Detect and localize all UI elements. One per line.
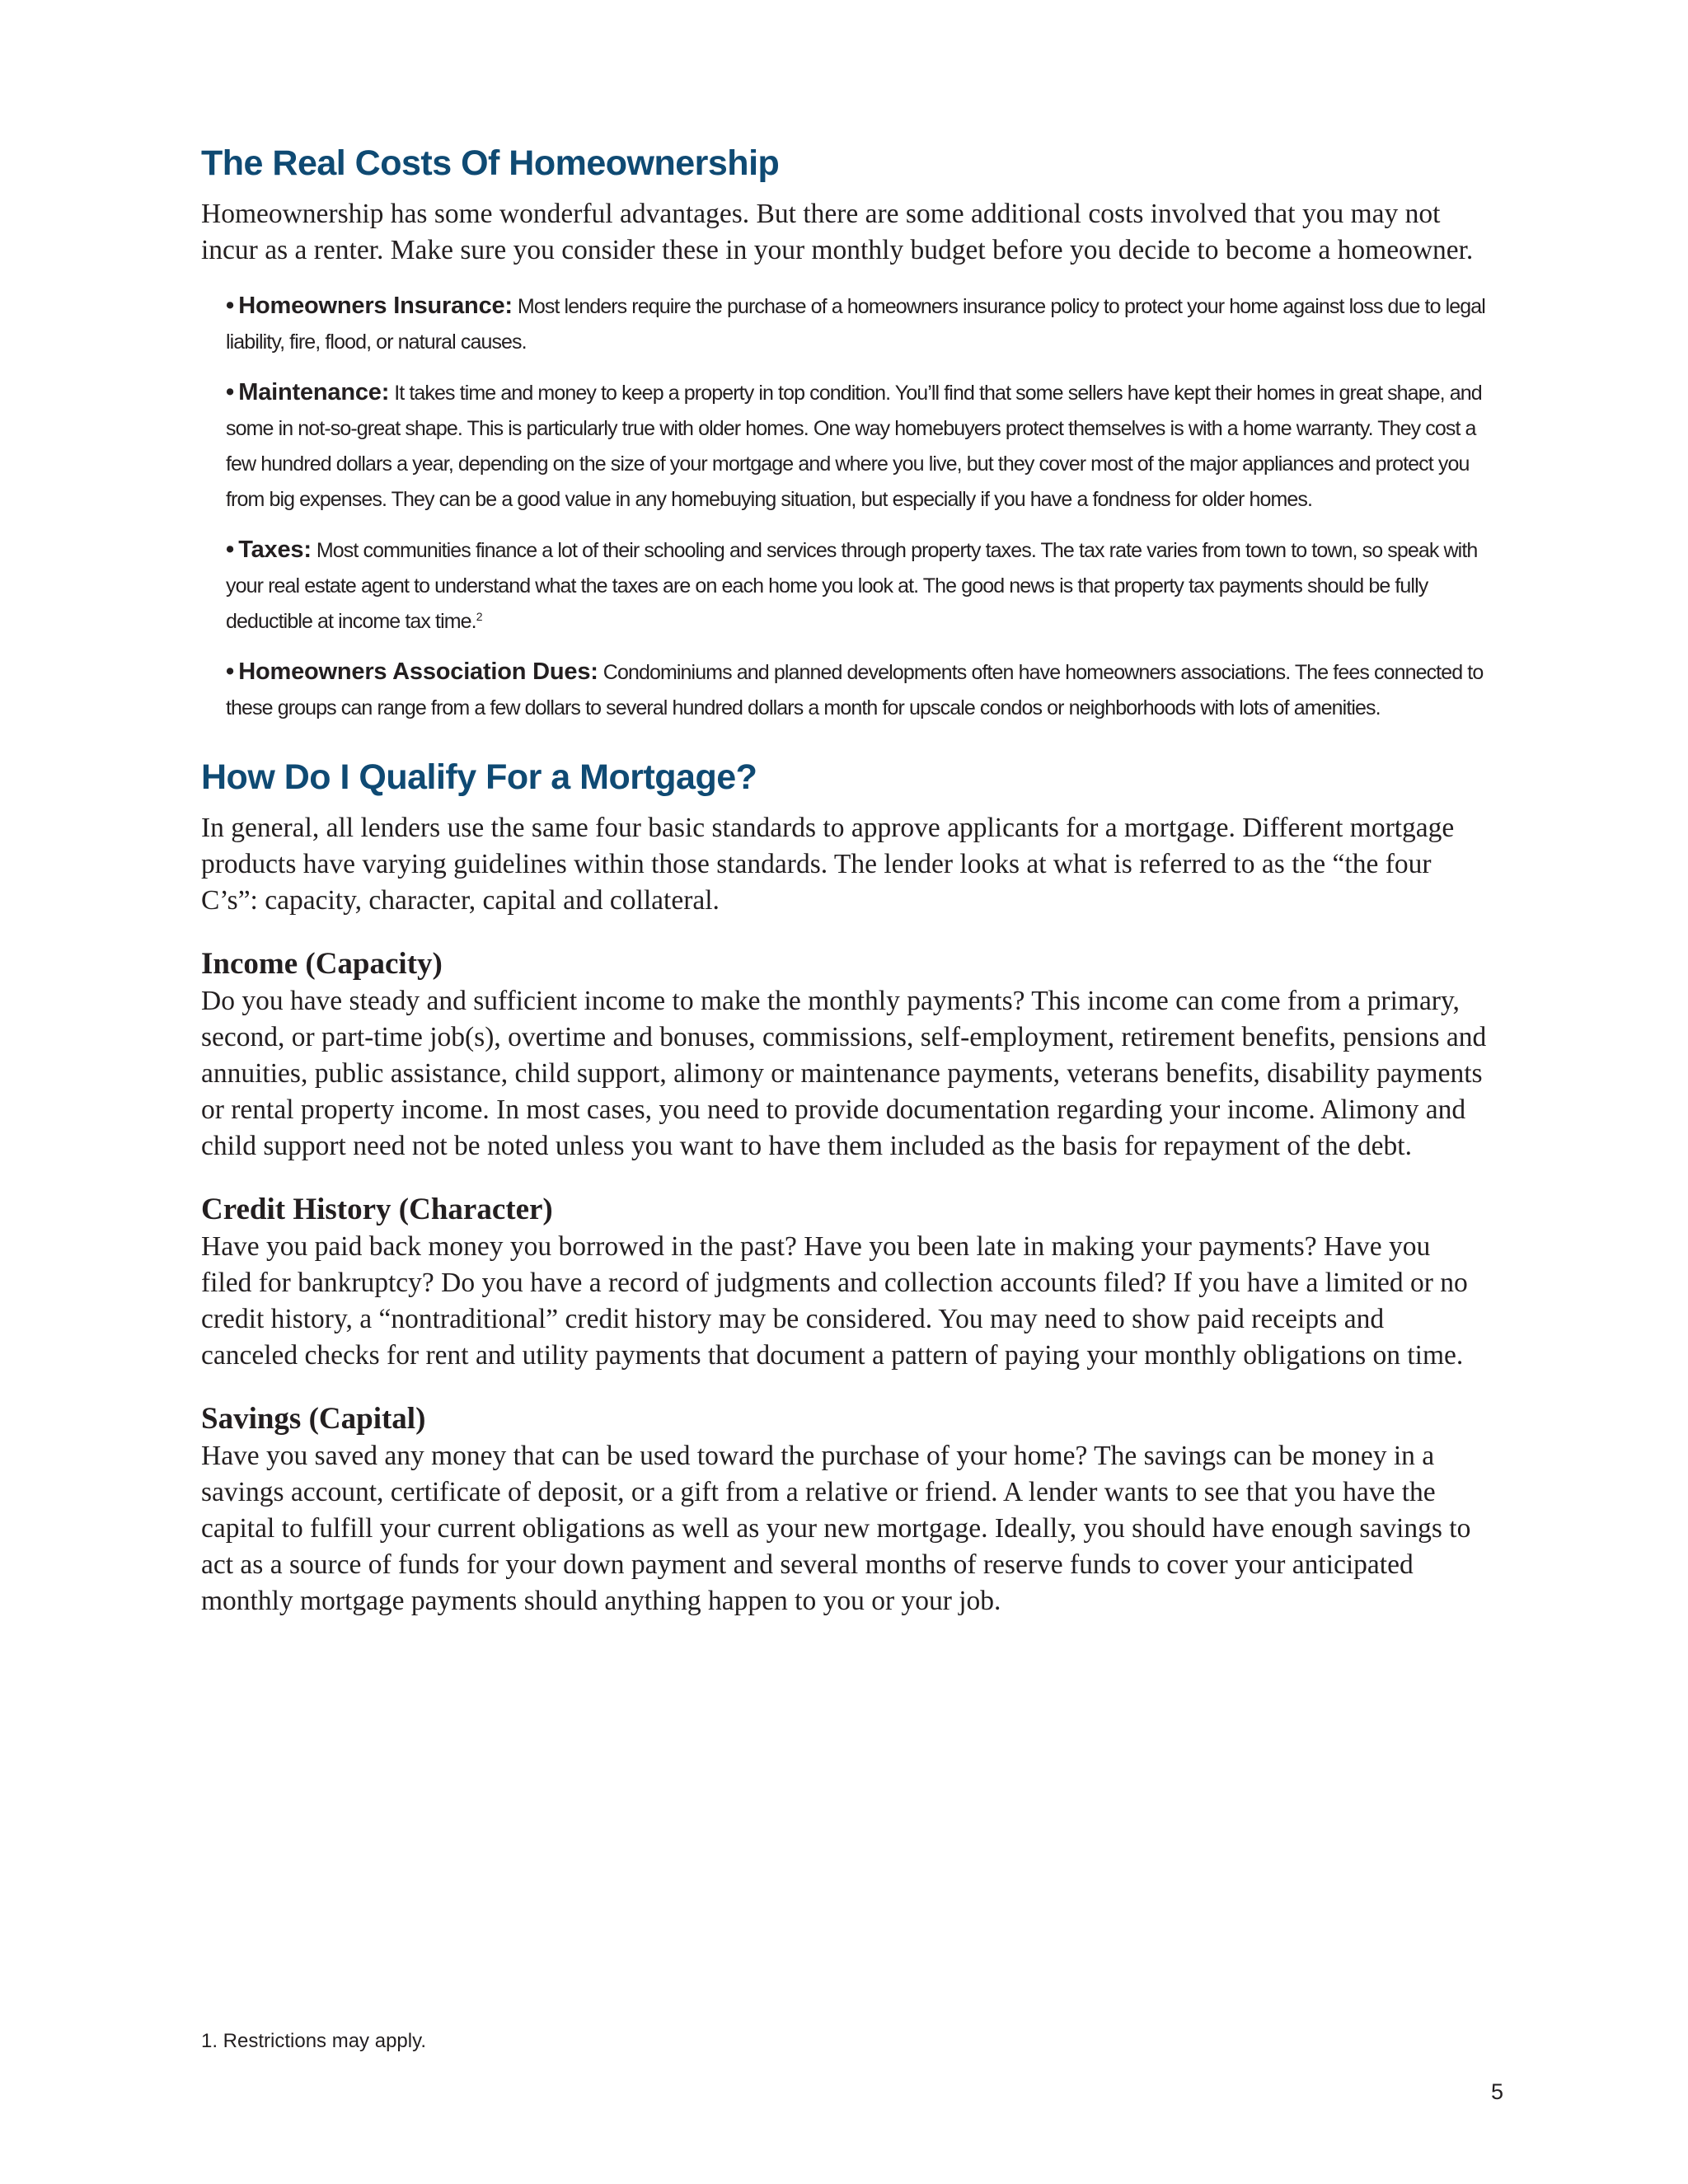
bullet-lead: Homeowners Insurance: bbox=[238, 293, 513, 319]
section-title-qualify: How Do I Qualify For a Mortgage? bbox=[201, 757, 757, 797]
footnote: 1. Restrictions may apply. bbox=[201, 2030, 426, 2052]
footnote-reference: 2 bbox=[476, 610, 482, 623]
subsection-heading-income: Income (Capacity) bbox=[201, 947, 443, 981]
section-title-real-costs: The Real Costs Of Homeownership bbox=[201, 143, 780, 183]
document-page bbox=[201, 140, 1487, 1619]
subsection-body-income: Do you have steady and sufficient income to make the monthly payments? This income can come from a primary, second, or part-time job(s), overtime and bonuses, commissions, self-employment, retirement benefits, pensions and annuities, public assistance, child support, alimony or maintenance payments, veterans benefits, disability payments or rental property income. In most cases, you need to provide documentation regarding your income. Alimony and child support need not be noted unless you want to have them included as the basis for repayment of the debt. bbox=[201, 986, 1487, 1161]
list-item bbox=[226, 375, 1487, 518]
cost-bullet-list bbox=[201, 288, 1487, 726]
bullet-lead: Maintenance: bbox=[238, 379, 390, 405]
bullet-lead: Homeowners Association Dues: bbox=[238, 658, 598, 685]
bullet-text: Most communities finance a lot of their schooling and services through property taxes. The tax rate varies from town to town, so speak with your real estate agent to understand what the taxes are on each home you look at. The good news is that property tax payments should be fully deductible at income tax time. bbox=[226, 539, 1478, 633]
list-item bbox=[226, 654, 1487, 726]
list-item bbox=[226, 288, 1487, 360]
section-intro-real-costs: Homeownership has some wonderful advantages. But there are some additional costs involved that you may not incur as a renter. Make sure you consider these in your monthly budget before you decide to become a homeowner. bbox=[201, 199, 1474, 265]
subsection-body-savings: Have you saved any money that can be used toward the purchase of your home? The savings can be money in a savings account, certificate of deposit, or a gift from a relative or friend. A lender wants to see that you have the capital to fulfill your current obligations as well as your new mortgage. Ideally, you should have enough savings to act as a source of funds for your down payment and several months of reserve funds to cover your anticipated monthly mortgage payments should anything happen to you or your job. bbox=[201, 1441, 1471, 1616]
bullet-text: Most lenders require the purchase of a homeowners insurance policy to protect your home against loss due to legal liability, fire, flood, or natural causes. bbox=[226, 295, 1485, 354]
bullet-text: It takes time and money to keep a property in top condition. You’ll find that some sellers have kept their homes in great shape, and some in not-so-great shape. This is particularly true with older homes. One way homebuyers protect themselves is with a home warranty. They cost a few hundred dollars a year, depending on the size of your mortgage and where you live, but they cover most of the major appliances and protect you from big expenses. They can be a good value in any homebuying situation, but especially if you have a fondness for older homes. bbox=[226, 382, 1482, 511]
bullet-icon: • bbox=[226, 293, 234, 319]
section-intro-qualify: In general, all lenders use the same four basic standards to approve applicants for a mortgage. Different mortgage products have varying guidelines within those standards. The lender looks at what is referred to as the “the four C’s”: capacity, character, capital and collateral. bbox=[201, 813, 1455, 916]
page-number: 5 bbox=[1490, 2079, 1503, 2104]
list-item bbox=[226, 532, 1487, 640]
bullet-text: Condominiums and planned developments often have homeowners associations. The fees connected to these groups can range from a few dollars to several hundred dollars a month for upscale condos or neighborhoods with lots of amenities. bbox=[226, 661, 1484, 719]
subsection-heading-credit: Credit History (Character) bbox=[201, 1193, 553, 1226]
bullet-icon: • bbox=[226, 379, 234, 405]
section-qualify bbox=[201, 754, 1487, 1619]
subsection-body-credit: Have you paid back money you borrowed in the past? Have you been late in making your payments? Have you filed for bankruptcy? Do you have a record of judgments and collection accounts filed? If you have a limited or no credit history, a “nontraditional” credit history may be considered. You may need to show paid receipts and canceled checks for rent and utility payments that document a pattern of paying your monthly obligations on time. bbox=[201, 1231, 1468, 1371]
subsection-heading-savings: Savings (Capital) bbox=[201, 1402, 426, 1436]
bullet-lead: Taxes: bbox=[238, 537, 312, 563]
bullet-icon: • bbox=[226, 658, 234, 685]
bullet-icon: • bbox=[226, 537, 234, 563]
